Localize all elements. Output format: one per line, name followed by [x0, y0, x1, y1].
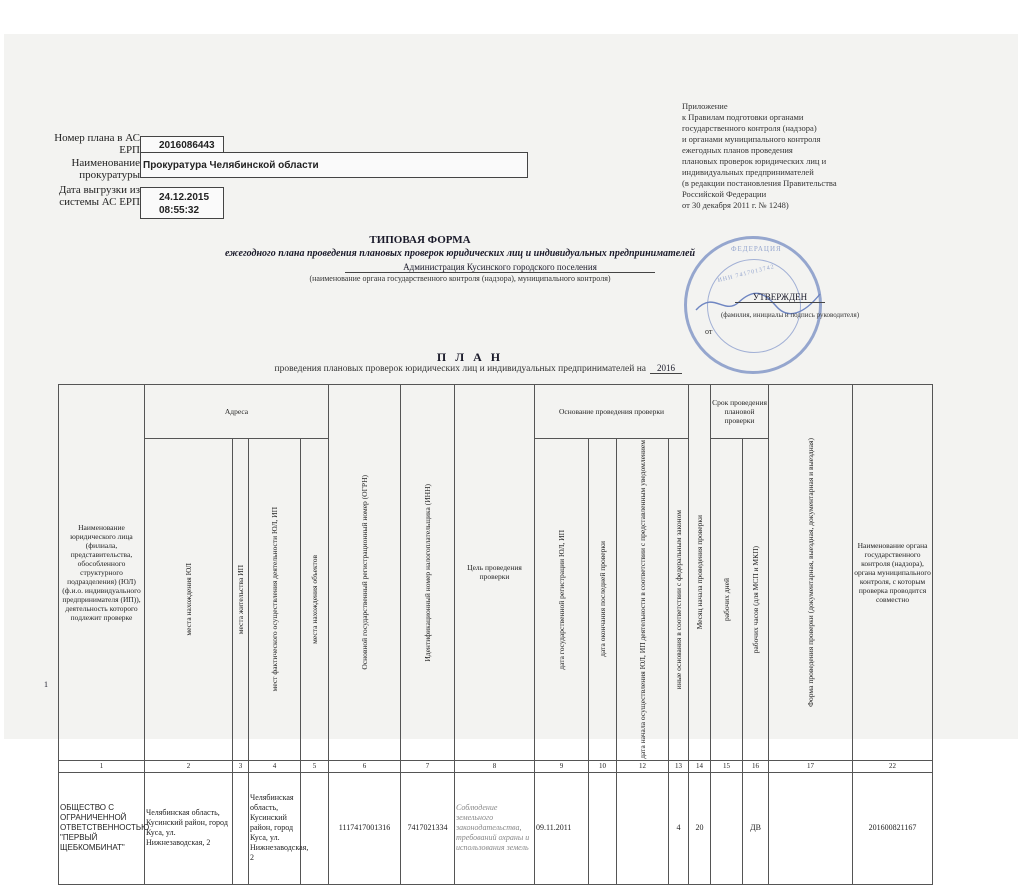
header-basis-last: дата окончания последней проверки	[598, 541, 607, 658]
export-time-value: 08:55:32	[159, 205, 200, 216]
cell-start-date	[617, 772, 669, 884]
header-addr-fact: мест фактического осуществления деятельности ЮЛ, ИП	[270, 507, 279, 692]
appendix-line: и органами муниципального контроля	[682, 134, 821, 144]
plan-number-label: Номер плана в АС ЕРП	[54, 132, 140, 156]
header-addr-fact-cell	[249, 439, 301, 761]
cell-form: ДВ	[743, 772, 769, 884]
cell-addr-ip	[233, 772, 249, 884]
column-number: 6	[329, 760, 401, 772]
plan-subtitle: проведения плановых проверок юридических лиц и индивидуальных предпринимателей на	[274, 364, 646, 374]
header-basis-other-cell	[669, 439, 689, 761]
column-number: 5	[301, 760, 329, 772]
header-name: Наименование юридического лица (филиала, представительства, обособленного структурного подразделения) (ЮЛ) (ф.и.о. индивидуального предпринимателя (ИП)), деятельность которого подлежит проверке	[59, 385, 145, 761]
appendix-line: плановых проверок юридических лиц и	[682, 156, 827, 166]
column-number: 10	[589, 760, 617, 772]
header-form: Форма проведения проверки (документарная, выездная, документарная и выездная)	[806, 437, 816, 707]
prosecutor-value: Прокуратура Челябинской области	[140, 152, 528, 178]
cell-addr-fact: Челябинская область, Кусинский район, город Куса, ул. Нижнезаводская, 2	[249, 772, 301, 884]
column-number: 14	[689, 760, 711, 772]
cell-days: 20	[689, 772, 711, 884]
column-number: 7	[401, 760, 455, 772]
appendix-line: индивидуальных предпринимателей	[682, 167, 814, 177]
cell-goal: Соблюдение земельного законодательства, требований охраны и использования земель	[455, 772, 535, 884]
approved-label: УТВЕРЖДЕН	[735, 292, 825, 303]
column-number: 17	[769, 760, 853, 772]
header-basis-last-cell	[589, 439, 617, 761]
authority-name: Администрация Кусинского городского поселения	[345, 262, 655, 273]
header-inn: Идентификационный номер налогоплательщика (ИНН)	[423, 483, 432, 662]
header-addr-obj-cell	[301, 439, 329, 761]
header-month-cell	[689, 385, 711, 761]
column-number: 9	[535, 760, 589, 772]
export-date-label: Дата выгрузки из системы АС ЕРП	[58, 184, 140, 208]
header-term-hours: рабочих часов (для МСП и МКП)	[751, 545, 760, 654]
export-date-value: 24.12.2015	[159, 192, 210, 203]
plan-number-value: 2016086443	[140, 136, 224, 154]
appendix-line: Приложение	[682, 101, 728, 111]
row-index: 1	[44, 680, 48, 689]
column-number: 4	[249, 760, 301, 772]
column-number: 8	[455, 760, 535, 772]
plan-title: П Л А Н	[436, 350, 504, 364]
prosecutor-label: Наименование прокуратуры	[71, 157, 140, 181]
cell-ogrn: 1117417001316	[329, 772, 401, 884]
column-number: 13	[669, 760, 689, 772]
cell-addr-obj	[301, 772, 329, 884]
appendix-block	[682, 101, 882, 211]
column-number: 12	[617, 760, 669, 772]
header-goal: Цель проведения проверки	[455, 385, 535, 761]
signature-caption: (фамилия, инициалы и подпись руководителя)	[720, 311, 860, 319]
header-ogrn-cell	[329, 385, 401, 761]
appendix-line: ежегодных планов проведения	[682, 145, 793, 155]
header-term: Срок проведения плановой проверки	[711, 385, 769, 439]
column-number: 22	[853, 760, 933, 772]
form-subtitle: ежегодного плана проведения плановых проверок юридических лиц и индивидуальных предпринимателей	[224, 248, 696, 259]
cell-reg-date: 09.11.2011	[535, 772, 589, 884]
cell-inn: 7417021334	[401, 772, 455, 884]
header-inn-cell	[401, 385, 455, 761]
cell-organ	[769, 772, 853, 884]
column-number: 1	[59, 760, 145, 772]
column-number: 16	[743, 760, 769, 772]
form-title: ТИПОВАЯ ФОРМА	[369, 234, 471, 246]
header-basis: Основание проведения проверки	[535, 385, 689, 439]
header-addr-ul: места нахождения ЮЛ	[184, 563, 193, 636]
header-organ: Наименование органа государственного контроля (надзора), органа муниципального контроля, с которым проверка проводится совместно	[853, 385, 933, 761]
column-number: 3	[233, 760, 249, 772]
header-addr-ul-cell	[145, 439, 233, 761]
from-label: от	[705, 327, 713, 336]
header-addr-obj: места нахождения объектов	[310, 554, 319, 644]
header-term-hours-cell	[743, 439, 769, 761]
appendix-line: государственного контроля (надзора)	[682, 123, 817, 133]
plan-table	[58, 384, 933, 885]
cell-addr-ul: Челябинская область, Кусинский район, город Куса, ул. Нижнезаводская, 2	[145, 772, 233, 884]
cell-number: 201600821167	[853, 772, 933, 884]
authority-caption: (наименование органа государственного контроля (надзора), муниципального контроля)	[309, 274, 611, 283]
header-addr-ip-cell	[233, 439, 249, 761]
header-basis-start-cell	[617, 439, 669, 761]
table-row	[59, 772, 933, 884]
header-month: Месяц начала проведения проверки	[695, 515, 704, 630]
header-addresses: Адреса	[145, 385, 329, 439]
plan-year: 2016	[650, 363, 682, 374]
header-basis-reg: дата государственной регистрации ЮЛ, ИП	[557, 529, 566, 670]
column-number: 15	[711, 760, 743, 772]
header-basis-start: дата начала осуществления ЮЛ, ИП деятельности в соответствии с представленным уведомлением	[638, 440, 647, 759]
header-form-cell	[769, 385, 853, 761]
appendix-line: от 30 декабря 2011 г. № 1248)	[682, 200, 789, 210]
header-ogrn: Основной государственный регистрационный номер (ОГРН)	[360, 475, 369, 670]
appendix-line: к Правилам подготовки органами	[682, 112, 804, 122]
stamp-inn-text: ИНН 7417013742	[717, 264, 776, 284]
column-number: 2	[145, 760, 233, 772]
cell-name: ОБЩЕСТВО С ОГРАНИЧЕННОЙ ОТВЕТСТВЕННОСТЬЮ "ПЕРВЫЙ ЩЕБКОМБИНАТ"	[59, 772, 145, 884]
cell-last-check	[589, 772, 617, 884]
stamp-ring-text: ФЕДЕРАЦИЯ	[731, 245, 782, 253]
cell-month: 4	[669, 772, 689, 884]
header-term-days-cell	[711, 439, 743, 761]
header-basis-other: иные основания в соответствии с федеральным законом	[674, 509, 683, 689]
header-term-days: рабочих дней	[722, 577, 731, 621]
header-addr-ip: места жительства ИП	[236, 564, 245, 634]
export-datetime-box	[140, 187, 224, 219]
appendix-line: (в редакции постановления Правительства	[682, 178, 837, 188]
header-basis-reg-cell	[535, 439, 589, 761]
cell-hours	[711, 772, 743, 884]
appendix-line: Российской Федерации	[682, 189, 767, 199]
